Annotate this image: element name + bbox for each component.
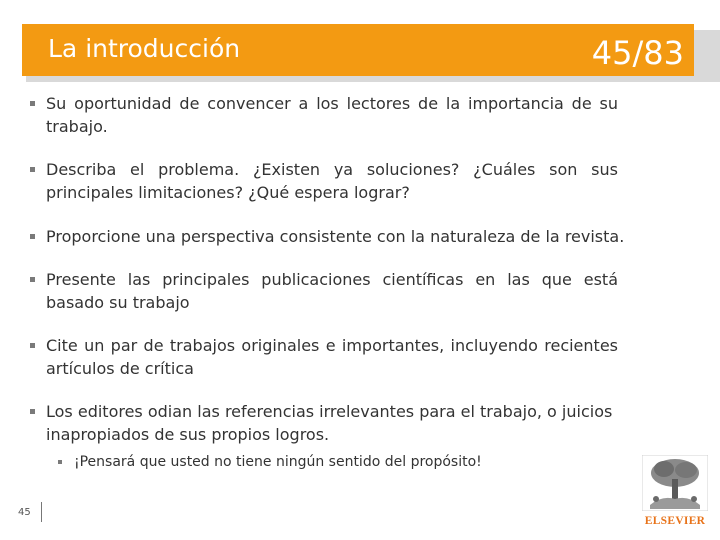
slide-counter: 45/83 bbox=[591, 34, 684, 72]
bullet-text: Proporcione una perspectiva consistente con la naturaleza de la revista. bbox=[46, 227, 625, 246]
header-bar bbox=[22, 24, 694, 76]
sub-bullet-marker bbox=[58, 460, 62, 464]
sub-bullet-text: ¡Pensará que usted no tiene ningún sentido del propósito! bbox=[74, 454, 482, 470]
bullet-text: Su oportunidad de convencer a los lectores de la importancia de su trabajo. bbox=[46, 94, 618, 136]
bullet-item bbox=[28, 225, 625, 248]
bullet-item bbox=[28, 158, 618, 204]
bullet-item bbox=[28, 334, 618, 380]
bullet-marker bbox=[30, 277, 35, 282]
bullet-text: Los editores odian las referencias irrelevantes para el trabajo, o juicios inapropiados de sus propios logros. bbox=[46, 402, 613, 444]
slide-title: La introducción bbox=[48, 34, 241, 63]
bullet-marker bbox=[30, 343, 35, 348]
elsevier-wordmark: ELSEVIER bbox=[644, 515, 706, 527]
bullet-list bbox=[28, 92, 625, 472]
sub-bullet-item bbox=[58, 452, 618, 472]
bullet-text: Presente las principales publicaciones científicas en las que está basado su trabajo bbox=[46, 270, 618, 312]
bullet-item bbox=[28, 400, 618, 446]
elsevier-logo bbox=[640, 455, 710, 533]
bullet-text: Cite un par de trabajos originales e importantes, incluyendo recientes artículos de crítica bbox=[46, 336, 618, 378]
bullet-text: Describa el problema. ¿Existen ya soluciones? ¿Cuáles son sus principales limitaciones? ¿Qué espera lograr? bbox=[46, 160, 618, 202]
bullet-item bbox=[28, 92, 618, 138]
elsevier-tree-icon bbox=[642, 455, 708, 511]
page-number: 45 bbox=[18, 507, 31, 518]
page-divider bbox=[41, 502, 42, 522]
bullet-marker bbox=[30, 234, 35, 239]
bullet-marker bbox=[30, 167, 35, 172]
bullet-marker bbox=[30, 101, 35, 106]
bullet-marker bbox=[30, 409, 35, 414]
bullet-item bbox=[28, 268, 618, 314]
